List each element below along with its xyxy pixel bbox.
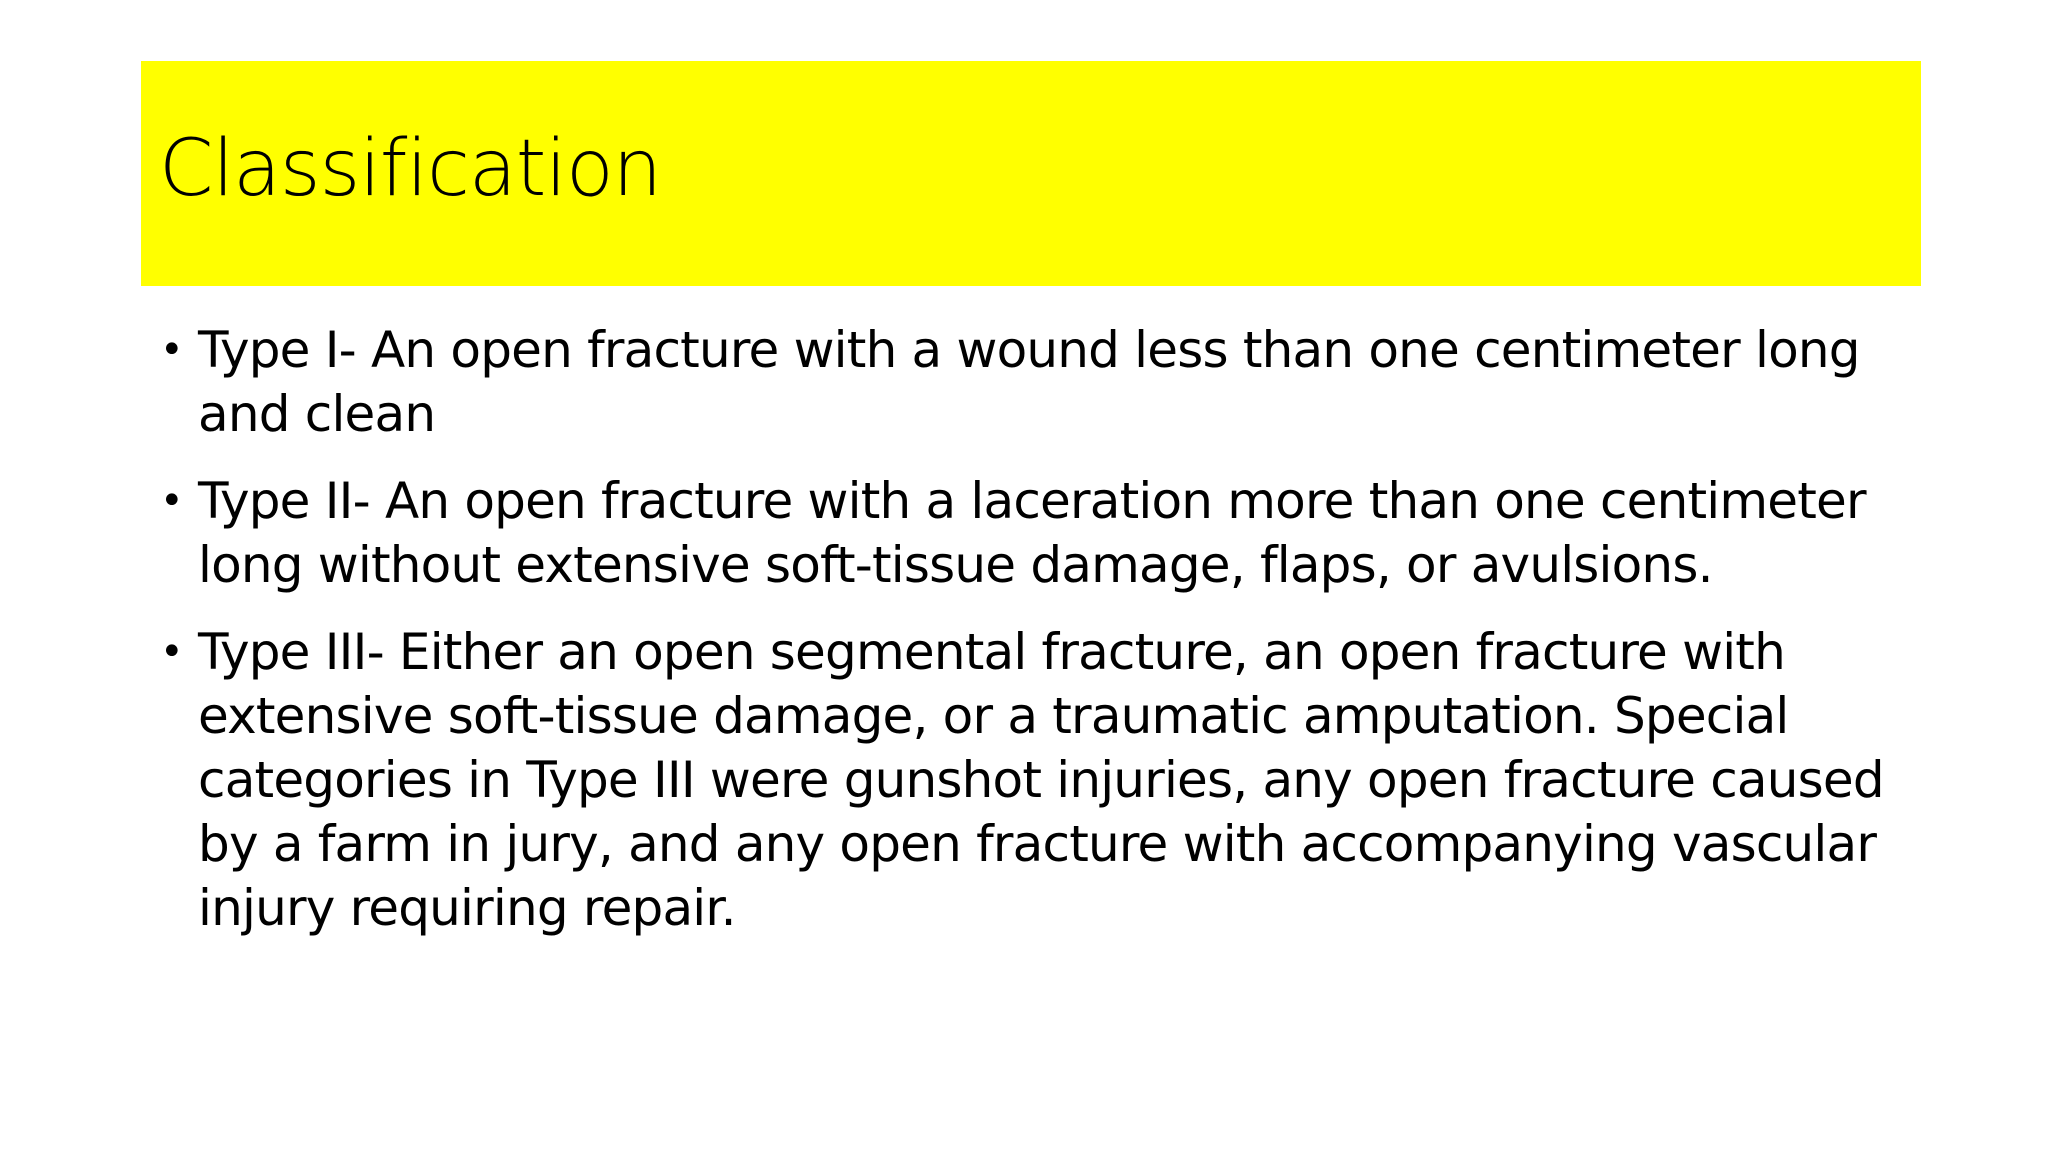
slide-title: Classification (159, 124, 662, 214)
bullet-icon: • (160, 629, 183, 675)
bullet-list (160, 318, 1900, 963)
list-item (160, 318, 1900, 446)
title-bar (141, 61, 1921, 286)
bullet-text: Type II- An open fracture with a laceration more than one centimeter long without extensive soft-tissue damage, flaps, or avulsions. (198, 472, 1866, 594)
list-item (160, 469, 1900, 597)
bullet-text: Type I- An open fracture with a wound less than one centimeter long and clean (198, 321, 1860, 443)
bullet-text: Type III- Either an open segmental fracture, an open fracture with extensive soft-tissue damage, or a traumatic amputation. Special categories in Type III were gunshot injuries, any open fracture caused by a farm in jury, and any open fracture with accompanying vascular injury requiring repair. (198, 623, 1884, 937)
bullet-icon: • (160, 327, 183, 373)
list-item (160, 620, 1900, 940)
bullet-icon: • (160, 478, 183, 524)
